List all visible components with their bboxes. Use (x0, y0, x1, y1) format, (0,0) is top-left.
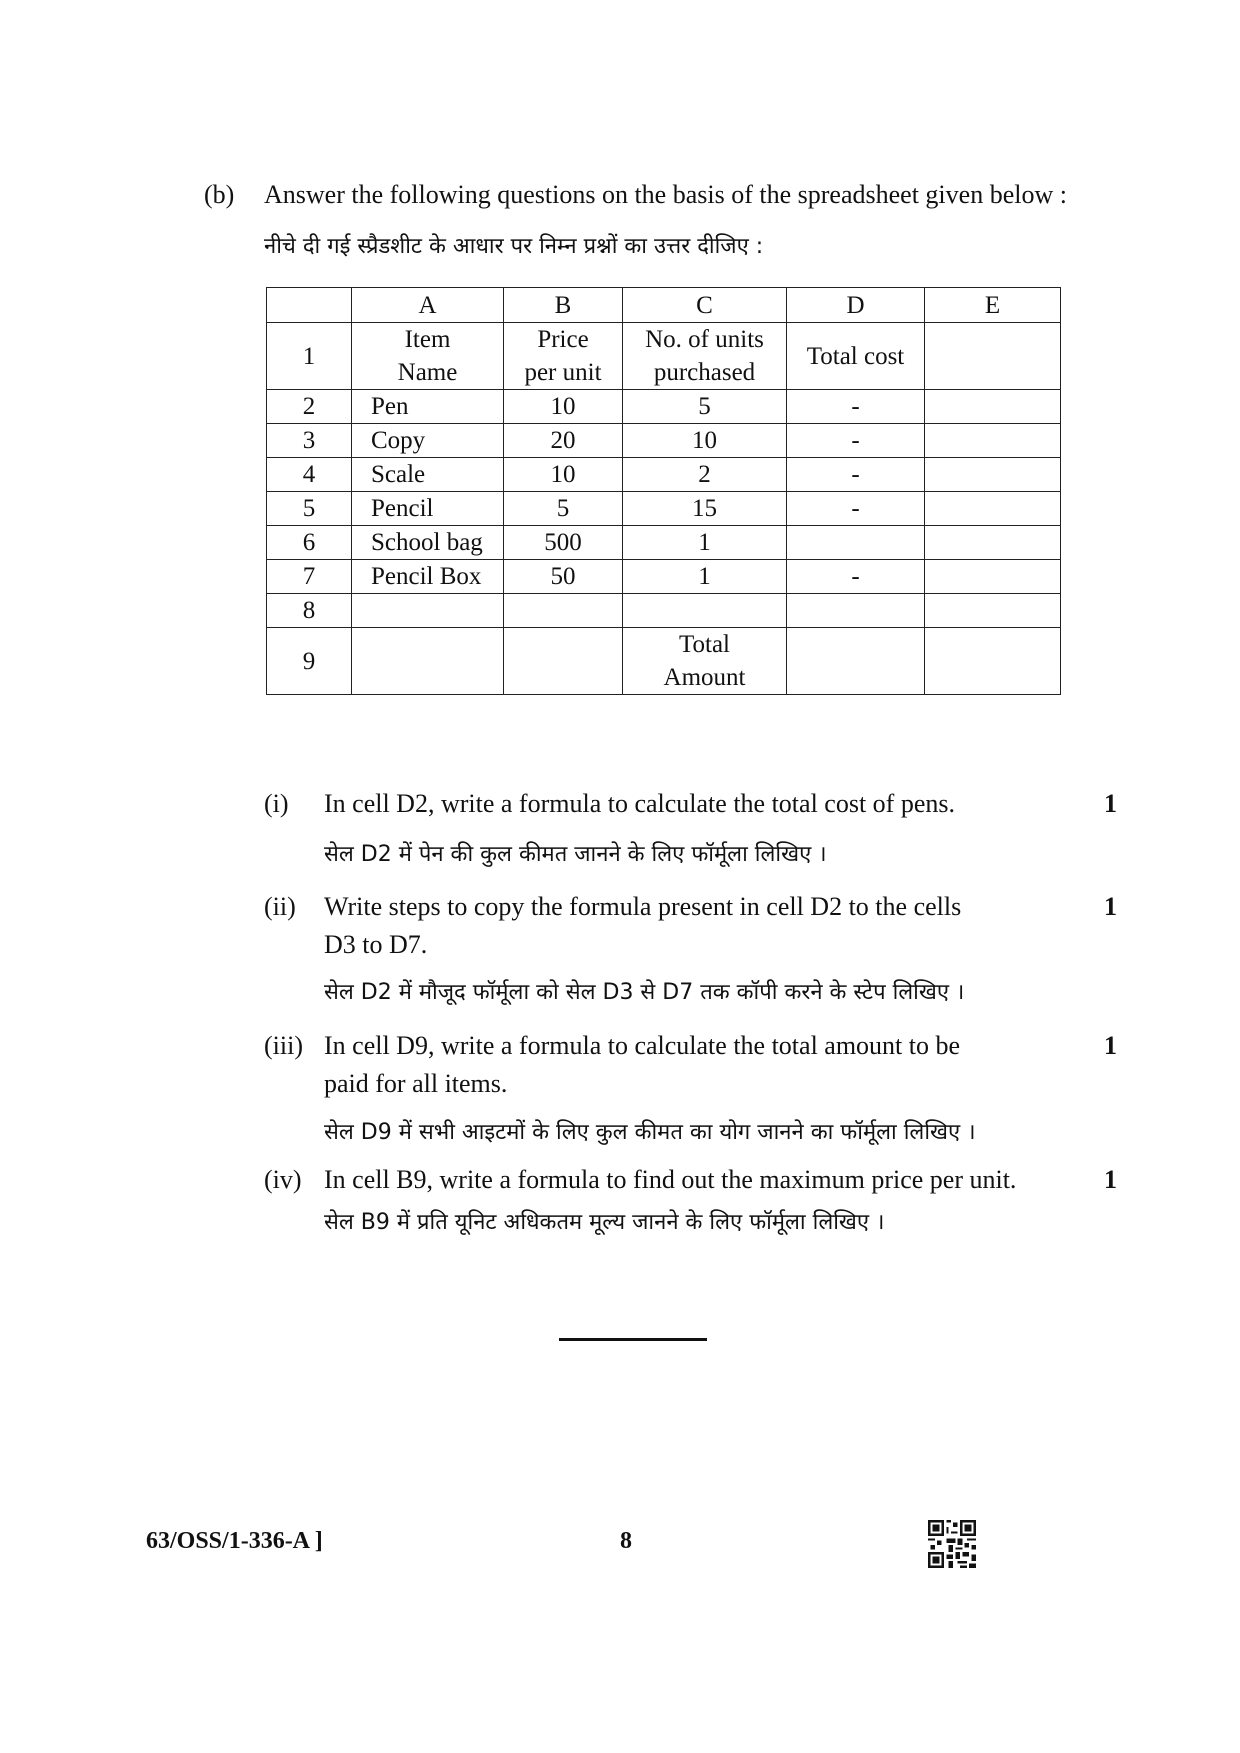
row-number: 2 (267, 390, 352, 424)
row-number: 7 (267, 560, 352, 594)
column-header-e: E (925, 288, 1061, 323)
cell-b5: 5 (504, 492, 623, 526)
cell-b8 (504, 594, 623, 628)
column-header-row (267, 288, 1061, 323)
column-header-b: B (504, 288, 623, 323)
cell-c3: 10 (623, 424, 787, 458)
cell-b1 (504, 323, 623, 390)
cell-d1: Total cost (787, 323, 925, 390)
subquestion-label: (ii) (264, 892, 296, 921)
cell-a8 (352, 594, 504, 628)
cell-d4: - (787, 458, 925, 492)
cell-d2: - (787, 390, 925, 424)
subquestion-text-hindi: सेल B9 में प्रति यूनिट अधिकतम मूल्य जानने के लिए फॉर्मूला लिखिए । (324, 1210, 885, 1235)
cell-c9-line2: Amount (663, 664, 746, 691)
subquestion-marks: 1 (1104, 789, 1117, 818)
table-row (267, 323, 1061, 390)
row-number: 8 (267, 594, 352, 628)
subquestion-text-english: In cell B9, write a formula to find out the maximum price per unit. (324, 1165, 1017, 1194)
row-number: 1 (267, 323, 352, 390)
cell-a1-line2: Name (397, 359, 458, 386)
cell-c2: 5 (623, 390, 787, 424)
subquestion-marks: 1 (1104, 1165, 1117, 1194)
table-row (267, 390, 1061, 424)
cell-c6: 1 (623, 526, 787, 560)
cell-c1 (623, 323, 787, 390)
spreadsheet-table (266, 287, 1061, 695)
subquestion-marks: 1 (1104, 1031, 1117, 1060)
subquestion-text-english-line2: paid for all items. (324, 1069, 508, 1098)
cell-a9 (352, 628, 504, 695)
column-header-c: C (623, 288, 787, 323)
cell-d8 (787, 594, 925, 628)
cell-e5 (925, 492, 1061, 526)
table-row (267, 560, 1061, 594)
cell-a4: Scale (352, 458, 504, 492)
subquestion-label: (i) (264, 789, 289, 818)
table-row (267, 458, 1061, 492)
cell-c1-line1: No. of units (645, 326, 764, 353)
cell-e2 (925, 390, 1061, 424)
cell-d3: - (787, 424, 925, 458)
question-intro-hindi: नीचे दी गई स्प्रैडशीट के आधार पर निम्न प्रश्नों का उत्तर दीजिए : (264, 234, 764, 259)
cell-c7: 1 (623, 560, 787, 594)
cell-d5: - (787, 492, 925, 526)
row-number: 3 (267, 424, 352, 458)
paper-code: 63/OSS/1-336-A ] (146, 1528, 323, 1554)
cell-e7 (925, 560, 1061, 594)
cell-e3 (925, 424, 1061, 458)
cell-b6: 500 (504, 526, 623, 560)
cell-a1 (352, 323, 504, 390)
subquestion-text-english-line1: Write steps to copy the formula present in cell D2 to the cells (324, 892, 962, 921)
cell-b9 (504, 628, 623, 695)
table-row (267, 492, 1061, 526)
cell-d7: - (787, 560, 925, 594)
cell-e4 (925, 458, 1061, 492)
table-row (267, 594, 1061, 628)
subquestion-marks: 1 (1104, 892, 1117, 921)
table-row (267, 628, 1061, 695)
cell-e6 (925, 526, 1061, 560)
cell-b3: 20 (504, 424, 623, 458)
column-header-a: A (352, 288, 504, 323)
column-header-d: D (787, 288, 925, 323)
cell-e8 (925, 594, 1061, 628)
subquestion-text-english-line1: In cell D9, write a formula to calculate the total amount to be (324, 1031, 961, 1060)
cell-c1-line2: purchased (653, 359, 756, 386)
subquestion-text-hindi: सेल D2 में मौजूद फॉर्मूला को सेल D3 से D7 तक कॉपी करने के स्टेप लिखिए । (324, 980, 965, 1005)
cell-a2: Pen (352, 390, 504, 424)
subquestion-label: (iii) (264, 1031, 303, 1060)
subquestion-text-hindi: सेल D2 में पेन की कुल कीमत जानने के लिए फॉर्मूला लिखिए । (324, 842, 827, 867)
cell-a5: Pencil (352, 492, 504, 526)
table-row (267, 526, 1061, 560)
subquestion-text-english: In cell D2, write a formula to calculate the total cost of pens. (324, 789, 955, 818)
cell-c9-line1: Total (678, 631, 730, 658)
cell-d6 (787, 526, 925, 560)
subquestion-label: (iv) (264, 1165, 302, 1194)
cell-b4: 10 (504, 458, 623, 492)
subquestion-text-english-line2: D3 to D7. (324, 930, 428, 959)
cell-e1 (925, 323, 1061, 390)
page-number: 8 (620, 1528, 632, 1554)
row-number: 4 (267, 458, 352, 492)
cell-b2: 10 (504, 390, 623, 424)
cell-c9 (623, 628, 787, 695)
cell-a1-line1: Item (404, 326, 451, 353)
cell-a6: School bag (352, 526, 504, 560)
corner-cell (267, 288, 352, 323)
question-intro-english: Answer the following questions on the basis of the spreadsheet given below : (264, 180, 1067, 209)
question-label: (b) (204, 180, 235, 209)
cell-e9 (925, 628, 1061, 695)
cell-b1-line1: Price (537, 326, 589, 353)
subquestion-text-hindi: सेल D9 में सभी आइटमों के लिए कुल कीमत का योग जानने का फॉर्मूला लिखिए । (324, 1120, 976, 1145)
cell-b7: 50 (504, 560, 623, 594)
end-divider (559, 1338, 707, 1341)
cell-c8 (623, 594, 787, 628)
cell-b1-line2: per unit (524, 359, 602, 386)
cell-c5: 15 (623, 492, 787, 526)
cell-c4: 2 (623, 458, 787, 492)
row-number: 5 (267, 492, 352, 526)
table-row (267, 424, 1061, 458)
qr-code-icon (928, 1520, 976, 1568)
cell-a7: Pencil Box (352, 560, 504, 594)
cell-d9 (787, 628, 925, 695)
cell-a3: Copy (352, 424, 504, 458)
row-number: 9 (267, 628, 352, 695)
row-number: 6 (267, 526, 352, 560)
